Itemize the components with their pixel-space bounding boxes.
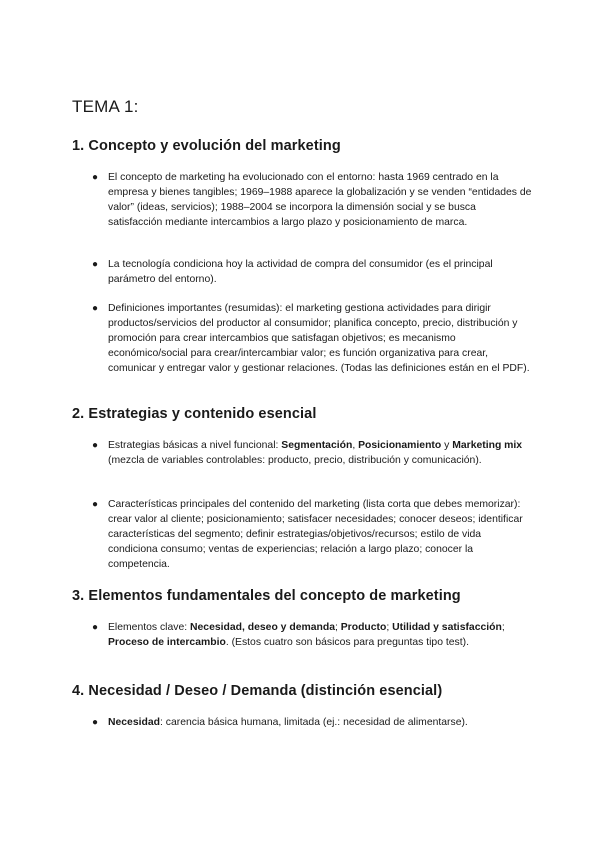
section-heading-necesidad: 4. Necesidad / Deseo / Demanda (distinción esencial) [72,683,443,699]
term-marketing-mix: Marketing mix [452,440,523,451]
bullet-icon: ● [92,303,99,314]
term-posicionamiento: Posicionamiento [358,440,442,451]
list-item [92,497,532,572]
list-item-text: Definiciones importantes (resumidas): el marketing gestiona actividades para dirigir productos/servicios del productor al consumidor; planifica concepto, precio, distribución y promoción para crear intercambios que satisfagan objetivos; es mecanismo económico/social para crear/intercambiar valor; es función organizativa para crear, comunicar y entregar valor y gestionar relaciones. (Todas las definiciones están en el PDF). [108,303,530,374]
term-proceso-intercambio: Proceso de intercambio [108,637,226,648]
list-item-text: Características principales del contenido del marketing (lista corta que debes memorizar): crear valor al cliente; posicionamiento; satisfacer necesidades; conocer deseos; identificar características del segmento; definir estrategias/objetivos/recursos; estilo de vida condiciona consumo; ventas de experiencias; relación a largo plazo; conocer la competencia. [108,499,523,570]
bullet-icon: ● [92,440,99,451]
term-necesidad-deseo-demanda: Necesidad, deseo y demanda [190,622,335,633]
bullet-icon: ● [92,499,99,510]
term-segmentacion: Segmentación [281,440,353,451]
list-item-text: El concepto de marketing ha evolucionado con el entorno: hasta 1969 centrado en la empresa y bienes tangibles; 1969–1988 aparece la globalización y se venden “entidades de valor” (ideas, servicios); 1988–2004 se incorpora la dimensión social y se busca satisfacción mediante intercambios a largo plazo y posicionamiento de marca. [108,172,532,228]
list-item-text: Necesidad: carencia básica humana, limitada (ej.: necesidad de alimentarse). [108,717,468,728]
page-title: TEMA 1: [72,97,139,116]
list-item [92,715,532,730]
section-heading-elementos: 3. Elementos fundamentales del concepto de marketing [72,588,461,604]
bullet-icon: ● [92,259,99,270]
list-item [92,170,532,230]
term-producto: Producto [340,622,387,633]
list-item [92,301,532,376]
list-item-text: Elementos clave: Necesidad, deseo y demanda; Producto; Utilidad y satisfacción; Proceso de intercambio. (Estos cuatro son básicos para preguntas tipo test). [108,622,505,648]
list-item [92,620,532,650]
list-item-text: La tecnología condiciona hoy la actividad de compra del consumidor (es el principal parámetro del entorno). [108,259,493,285]
term-necesidad: Necesidad [108,717,160,728]
bullet-icon: ● [92,622,99,633]
list-item [92,438,532,468]
list-item-text: Estrategias básicas a nivel funcional: Segmentación, Posicionamiento y Marketing mix (mezcla de variables controlables: producto, precio, distribución y comunicación). [108,440,523,466]
section-heading-estrategias: 2. Estrategias y contenido esencial [72,406,317,422]
term-utilidad-satisfaccion: Utilidad y satisfacción [392,622,502,633]
bullet-icon: ● [92,172,99,183]
section-heading-concepto: 1. Concepto y evolución del marketing [72,138,341,154]
list-item [92,257,532,287]
bullet-icon: ● [92,717,99,728]
